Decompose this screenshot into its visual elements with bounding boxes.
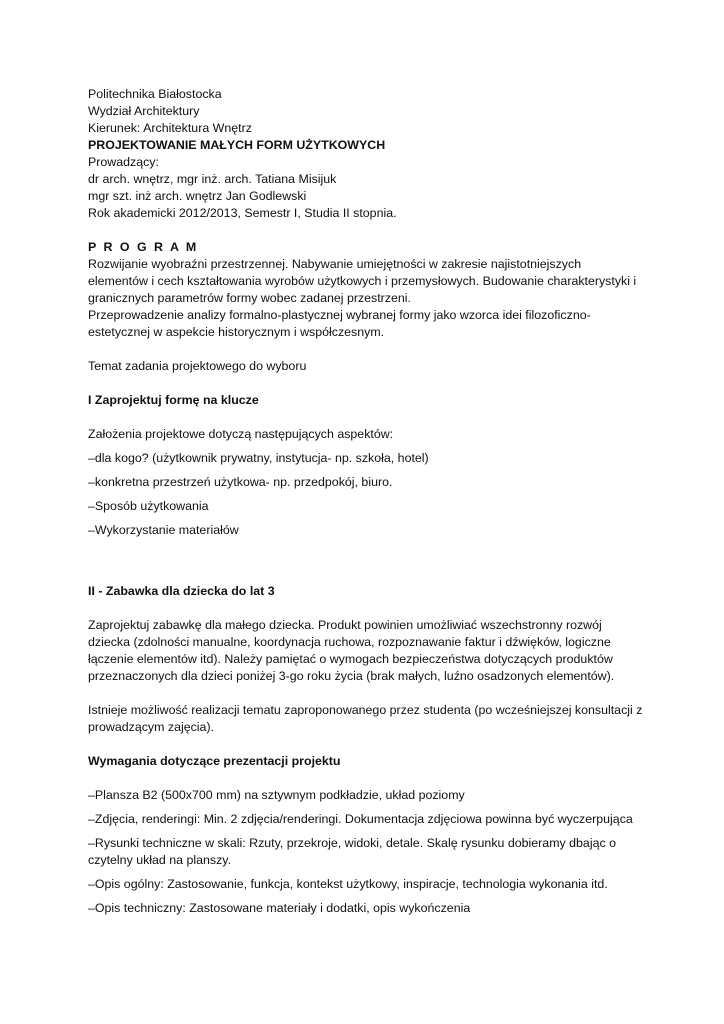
list-item: –Opis ogólny: Zastosowanie, funkcja, kontekst użytkowy, inspiracje, technologia wykonania itd. — [88, 877, 608, 891]
task2-heading: II - Zabawka dla dziecka do lat 3 — [88, 584, 275, 598]
field-of-study: Kierunek: Architektura Wnętrz — [88, 121, 252, 135]
list-item: –konkretna przestrzeń użytkowa- np. przedpokój, biuro. — [88, 475, 393, 489]
task1-section — [88, 392, 688, 539]
list-item: –Opis techniczny: Zastosowane materiały i dodatki, opis wykończenia — [88, 901, 471, 915]
program-text-line: estetycznej w aspekcie historycznym i współczesnym. — [88, 325, 385, 339]
list-item: –Wykorzystanie materiałów — [88, 523, 239, 537]
lecturer-1: dr arch. wnętrz, mgr inż. arch. Tatiana Misijuk — [88, 172, 337, 186]
university-name: Politechnika Białostocka — [88, 87, 222, 101]
requirements-section — [88, 753, 688, 917]
program-text-line: Przeprowadzenie analizy formalno-plastycznej wybranej formy jako wzorca idei filozoficzno- — [88, 308, 591, 322]
topic-intro: Temat zadania projektowego do wyboru — [88, 359, 307, 373]
task2-section — [88, 583, 688, 736]
academic-year: Rok akademicki 2012/2013, Semestr I, Studia II stopnia. — [88, 206, 397, 220]
list-item: –dla kogo? (użytkownik prywatny, instytucja- np. szkoła, hotel) — [88, 451, 429, 465]
program-text-line: granicznych parametrów formy wobec zadanej przestrzeni. — [88, 291, 411, 305]
task1-heading: I Zaprojektuj formę na klucze — [88, 393, 259, 407]
lecturer-2: mgr szt. inż arch. wnętrz Jan Godlewski — [88, 189, 307, 203]
document-page — [88, 86, 688, 917]
list-item-continuation: czytelny układ na planszy. — [88, 853, 232, 867]
program-section — [88, 239, 688, 375]
requirements-heading: Wymagania dotyczące prezentacji projektu — [88, 754, 341, 768]
list-item: –Zdjęcia, renderingi: Min. 2 zdjęcia/renderingi. Dokumentacja zdjęciowa powinna być wyczerpująca — [88, 812, 633, 826]
list-item: –Plansza B2 (500x700 mm) na sztywnym podkładzie, układ poziomy — [88, 788, 465, 802]
header-block — [88, 86, 688, 222]
list-item: –Sposób użytkowania — [88, 499, 209, 513]
task2-text-line: prowadzącym zajęcia). — [88, 720, 215, 734]
lecturers-label: Prowadzący: — [88, 155, 159, 169]
task2-text-line: dziecka (zdolności manualne, koordynacja ruchowa, rozpoznawanie faktur i dźwięków, logiczne — [88, 635, 611, 649]
program-text-line: elementów i cech kształtowania wyrobów użytkowych i przemysłowych. Budowanie charakterystyki i — [88, 274, 637, 288]
faculty-name: Wydział Architektury — [88, 104, 200, 118]
program-heading: P R O G R A M — [88, 240, 199, 254]
program-text-line: Rozwijanie wyobraźni przestrzennej. Nabywanie umiejętności w zakresie najistotniejszych — [88, 257, 582, 271]
task2-text-line: łączenie elementów itd). Należy pamiętać o wymogach bezpieczeństwa dotyczących produktów — [88, 652, 613, 666]
task2-text-line: Istnieje możliwość realizacji tematu zaproponowanego przez studenta (po wcześniejszej konsultacji z — [88, 703, 643, 717]
list-item: –Rysunki techniczne w skali: Rzuty, przekroje, widoki, detale. Skalę rysunku dobieramy dbając o — [88, 836, 616, 850]
task2-text-line: przeznaczonych dla dzieci poniżej 3-go roku życia (brak małych, luźno osadzonych elementów). — [88, 669, 615, 683]
task1-intro: Założenia projektowe dotyczą następujących aspektów: — [88, 427, 394, 441]
course-title: PROJEKTOWANIE MAŁYCH FORM UŻYTKOWYCH — [88, 138, 386, 152]
task2-text-line: Zaprojektuj zabawkę dla małego dziecka. Produkt powinien umożliwiać wszechstronny rozwój — [88, 618, 602, 632]
